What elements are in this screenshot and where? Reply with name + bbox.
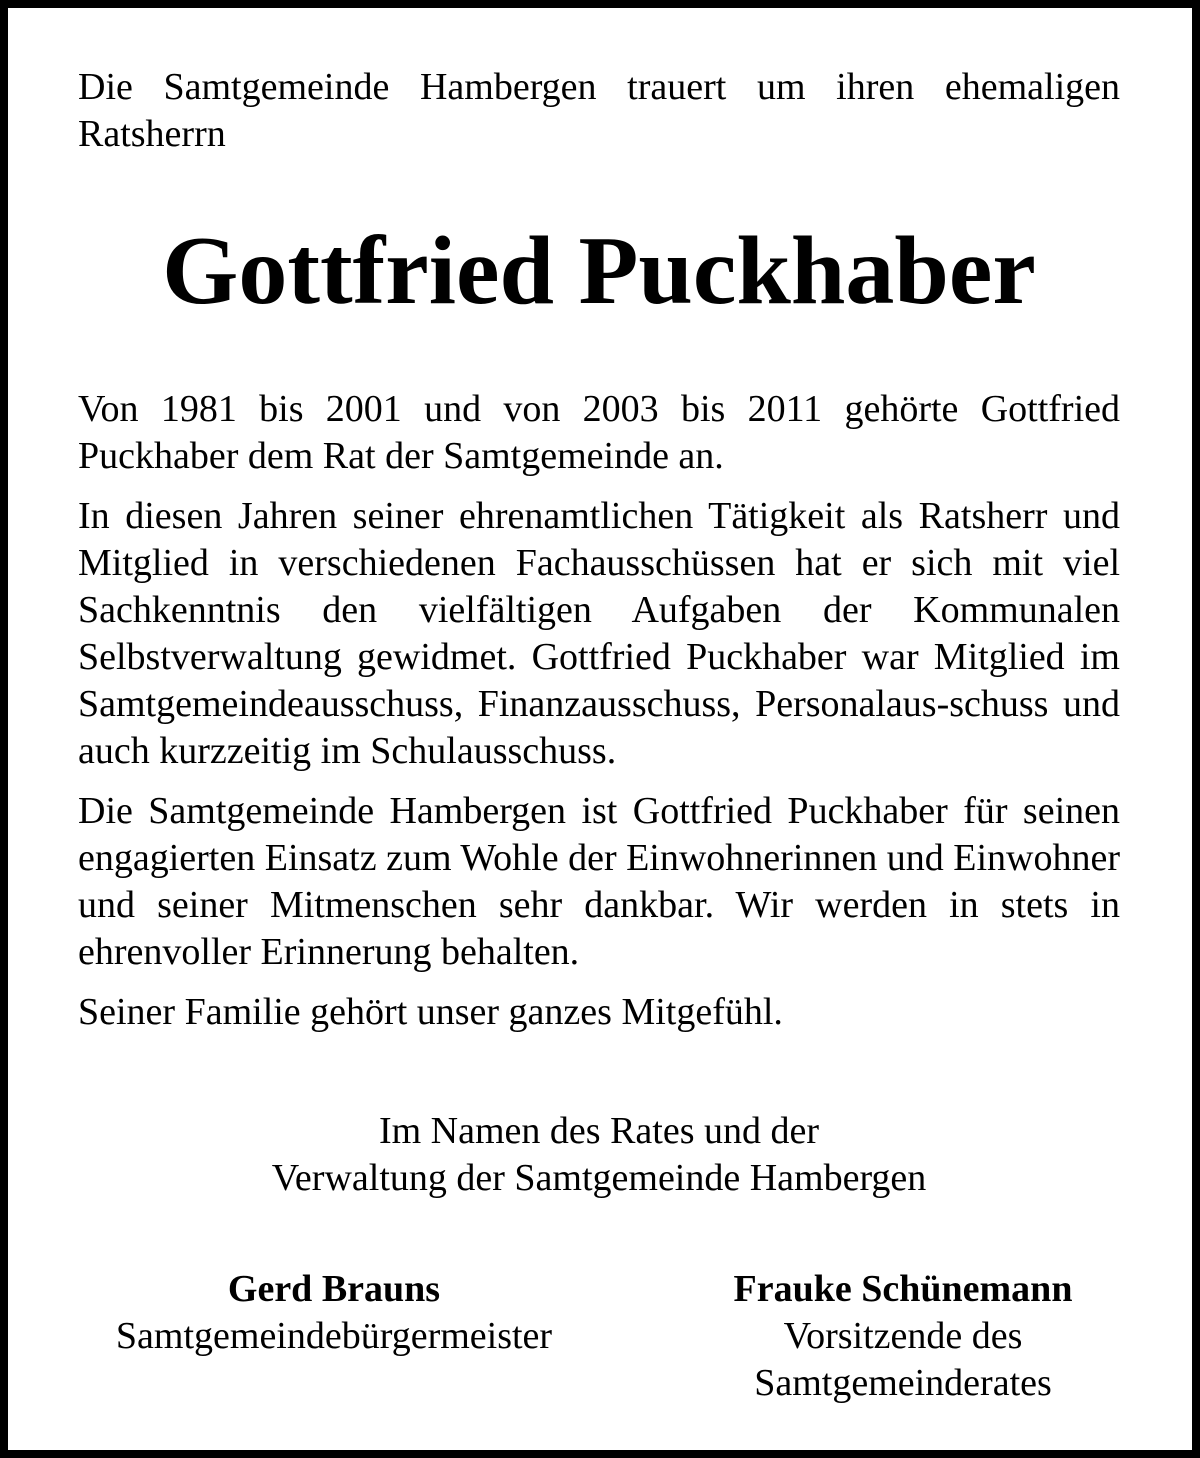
paragraph-membership: Von 1981 bis 2001 und von 2003 bis 2011 gehörte Gottfried Puckhaber dem Rat der Samtgemeinde an. [78, 388, 1120, 477]
intro-line-2: Ratsherrn [78, 113, 226, 155]
closing-statement [78, 1108, 1120, 1202]
body-text [78, 386, 1120, 1049]
obituary-notice [78, 64, 1120, 1404]
signatory-name: Gerd Brauns [227, 1268, 441, 1310]
paragraph-gratitude: Die Samtgemeinde Hambergen ist Gottfried Puckhaber für seinen engagierten Einsatz zum Wohle der Einwohnerinnen und Einwohner und seiner Mitmenschen sehr dankbar. Wir werden in stets in ehrenvoller Erinnerung behalten. [78, 790, 1120, 973]
paragraph-activities: In diesen Jahren seiner ehrenamtlichen Tätigkeit als Ratsherr und Mitglied in verschiedenen Fachausschüssen hat er sich mit viel Sachkenntnis den vielfältigen Aufgaben der Kommunalen Selbstverwaltung gewidmet. Gottfried Puckhaber war Mitglied im Samtgemeindeausschuss, Finanzausschuss, Personalaus-schuss und auch kurzzeitig im Schulausschuss. [78, 495, 1120, 772]
signatory-role: Vorsitzende des [783, 1315, 1023, 1357]
signatory-role: Samtgemeindebürgermeister [115, 1315, 553, 1357]
intro-line-1: Die Samtgemeinde Hambergen trauert um ihren ehemaligen [78, 66, 1120, 108]
signatory-council-chair [678, 1266, 1128, 1407]
deceased-name: Gottfried Puckhaber [162, 217, 1036, 325]
closing-line-2: Verwaltung der Samtgemeinde Hambergen [271, 1157, 927, 1199]
signatory-name: Frauke Schünemann [733, 1268, 1073, 1310]
signatory-role: Samtgemeinderates [754, 1362, 1052, 1404]
signatory-mayor [78, 1266, 590, 1360]
closing-line-1: Im Namen des Rates und der [378, 1110, 820, 1152]
intro-text [78, 64, 1120, 158]
paragraph-condolence: Seiner Familie gehört unser ganzes Mitgefühl. [78, 991, 783, 1033]
